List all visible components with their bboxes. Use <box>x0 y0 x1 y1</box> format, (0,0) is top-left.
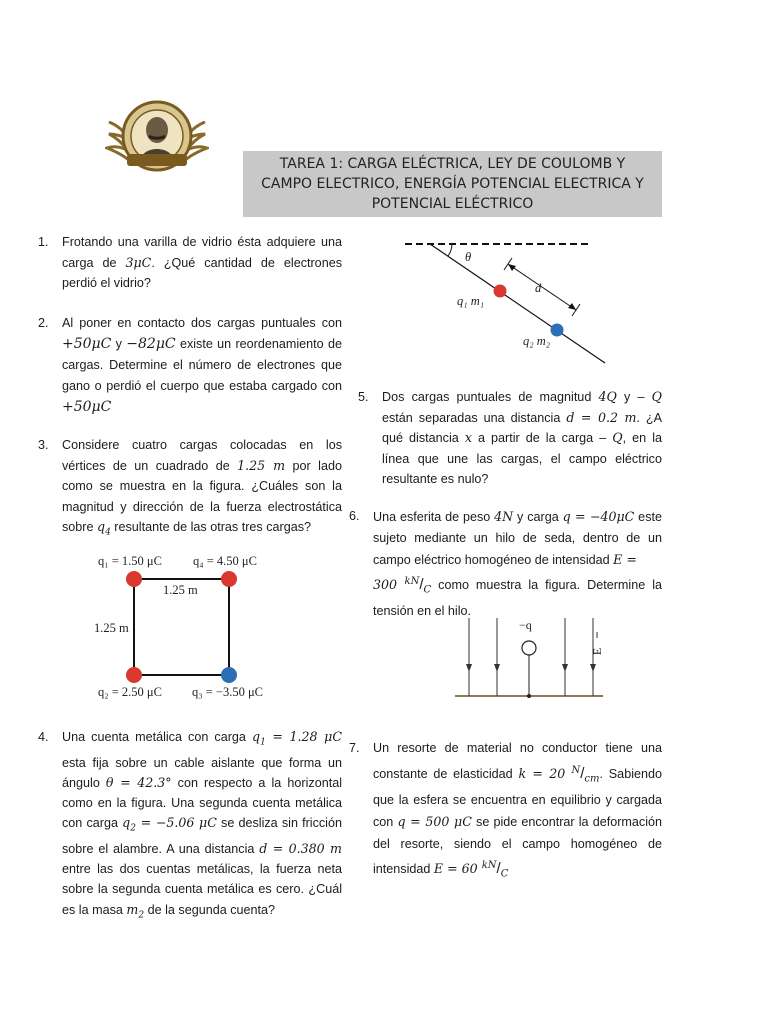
problem-text: Dos cargas puntuales de magnitud <box>382 390 599 404</box>
problem-text: y <box>111 337 127 351</box>
problem-number: 5. <box>358 390 369 404</box>
bead-q1 <box>494 285 507 298</box>
math-expression: q = 500 μC <box>397 814 472 830</box>
problem-text: como muestra la figura. Determine la tensión en el hilo. <box>373 578 663 618</box>
math-subscript: 2 <box>138 910 145 921</box>
math-subscript: 1 <box>260 737 266 748</box>
label-q4: q₄ = 4.50 μC <box>193 554 257 568</box>
problem-text: entre las dos cuentas metálicas, la fuerza neta sobre la segunda cuenta metálica es cero. ¿Cuál es la masa <box>62 862 342 917</box>
label-side-top: 1.25 m <box>163 583 198 597</box>
school-seal-logo <box>105 92 209 180</box>
problem-number: 6. <box>349 509 360 523</box>
distance-arrow <box>508 264 576 310</box>
problem-text: a partir de la carga – <box>471 431 613 445</box>
math-expression: +50μC <box>62 336 112 352</box>
math-expression: 4Q <box>598 389 617 404</box>
fraction-slash: / <box>419 576 424 594</box>
unit-denominator: C <box>423 584 432 596</box>
label-q1-m1: q₁ m₁ <box>457 294 485 308</box>
problem-number: 4. <box>38 730 49 744</box>
unit-numerator: kN <box>481 860 497 872</box>
math-expression: q <box>252 729 261 744</box>
title-line-2: CAMPO ELECTRICO, ENERGÍA POTENCIAL ELECTRICA Y <box>261 176 644 192</box>
incline-beads-figure <box>400 236 610 366</box>
math-expression: 4N <box>494 509 514 524</box>
problem-5 <box>358 387 663 490</box>
math-expression: Q <box>612 430 623 445</box>
problem-text: Una esferita de peso <box>373 510 495 524</box>
problem-text: esta fija sobre un cable aislante que forma un ángulo <box>62 755 342 790</box>
label-q2-m2: q₂ m₂ <box>523 334 551 348</box>
unit-denominator: C <box>500 868 509 880</box>
math-expression: d = 0.2 m <box>566 409 637 425</box>
problem-text: Considere cuatro cargas colocadas en los vértices de un cuadrado de <box>62 438 342 473</box>
problem-text: por lado como se muestra en la figura. ¿Cuáles son la magnitud y dirección de la fuerza electrostática sobre <box>62 458 342 534</box>
label-q1: q₁ = 1.50 μC <box>98 554 162 568</box>
charge-q1 <box>126 571 142 587</box>
label-q3: q₃ = −3.50 μC <box>192 685 263 699</box>
math-expression: θ = 42.3° <box>105 774 172 790</box>
problem-text: . Sabiendo que la esfera se encuentra en equilibrio y cargada con <box>373 766 663 830</box>
title-line-3: POTENCIAL ELÉCTRICO <box>371 196 534 212</box>
math-expression: q = −40μC <box>562 509 635 524</box>
problem-text: . ¿A qué distancia <box>382 410 663 445</box>
math-expression: d = 0.380 m <box>259 841 342 857</box>
problem-text: se pide encontrar la deformación del resorte, siendo el campo homogéneo de intensidad <box>373 815 663 877</box>
fraction-slash: / <box>580 764 585 782</box>
problem-1 <box>38 232 342 294</box>
math-expression: 3μC <box>125 254 152 270</box>
label-side-left: 1.25 m <box>94 621 129 635</box>
unit-numerator: N <box>571 764 581 776</box>
math-expression: +50μC <box>62 399 112 415</box>
problem-2 <box>38 313 343 418</box>
math-expression: m <box>126 901 139 917</box>
problem-6 <box>349 506 663 622</box>
charged-sphere <box>522 641 536 655</box>
math-expression: = −5.06 μC <box>135 815 217 831</box>
unit-numerator: kN <box>404 576 420 587</box>
math-expression: 300 <box>373 577 405 593</box>
math-expression: −82μC <box>126 336 176 352</box>
problem-text: , en la línea que une las cargas, el campo eléctrico resultante es nulo? <box>382 431 662 486</box>
problem-text: Al poner en contacto dos cargas puntuales con <box>62 316 342 330</box>
charge-q2 <box>126 667 142 683</box>
problem-text: Frotando una varilla de vidrio ésta adquiere una carga de <box>62 235 342 270</box>
problem-text: están separadas una distancia <box>382 410 567 425</box>
math-expression: k = 20 <box>518 765 572 781</box>
unit-denominator: cm <box>584 773 600 785</box>
math-subscript: 4 <box>105 527 111 538</box>
math-expression: = 1.28 μC <box>265 729 342 744</box>
label-q2: q₂ = 2.50 μC <box>98 685 162 699</box>
problem-number: 1. <box>38 235 49 249</box>
square-charges-figure <box>90 548 290 708</box>
label-d: d <box>535 281 542 295</box>
math-subscript: 2 <box>130 823 136 834</box>
electric-field-figure <box>455 614 605 700</box>
bead-q2 <box>551 324 564 337</box>
problem-number: 7. <box>349 741 360 755</box>
problem-7 <box>349 738 663 885</box>
problem-text: y – <box>616 390 652 404</box>
problem-number: 3. <box>38 438 49 452</box>
assignment-title-box <box>243 151 662 217</box>
math-expression: E = <box>613 552 637 567</box>
math-expression: q <box>122 815 131 831</box>
problem-text: Una cuenta metálica con carga <box>62 730 253 744</box>
math-expression: q <box>97 519 106 534</box>
math-expression: E = 60 <box>433 861 482 877</box>
problem-text: Un resorte de material no conductor tiene una constante de elasticidad <box>373 741 662 781</box>
label-negative-charge: −q <box>519 618 532 632</box>
problem-number: 2. <box>38 316 49 330</box>
problem-text: existe un reordenamiento de cargas. Determine el número de electrones que gano o perdió el cuerpo que estaba cargado con <box>62 337 343 393</box>
math-expression: Q <box>651 389 662 404</box>
problem-text: . ¿Qué cantidad de electrones perdió el vidrio? <box>62 255 342 290</box>
charge-q4 <box>221 571 237 587</box>
title-line-1: TAREA 1: CARGA ELÉCTRICA, LEY DE COULOMB Y <box>279 156 626 172</box>
problem-4 <box>38 727 342 925</box>
label-field-E: E <box>590 647 605 656</box>
problem-text: se desliza sin fricción sobre el alambre. A una distancia <box>62 816 342 857</box>
math-expression: x <box>464 430 472 445</box>
problem-text: y carga <box>513 510 563 524</box>
problem-text: resultante de las otras tres cargas? <box>110 520 312 534</box>
problem-text: este sujeto mediante un hilo de seda, dentro de un campo eléctrico homogéneo de intensidad <box>373 510 662 567</box>
label-theta: θ <box>465 250 472 264</box>
problem-3 <box>38 435 342 543</box>
problem-text: de la segunda cuenta? <box>144 902 276 917</box>
fraction-slash: / <box>496 860 501 878</box>
problem-text: con respecto a la horizontal como en la figura. Una segunda cuenta metálica con carga <box>62 775 342 831</box>
charge-q3 <box>221 667 237 683</box>
angle-arc <box>448 244 452 256</box>
math-expression: 1.25 m <box>237 457 286 473</box>
